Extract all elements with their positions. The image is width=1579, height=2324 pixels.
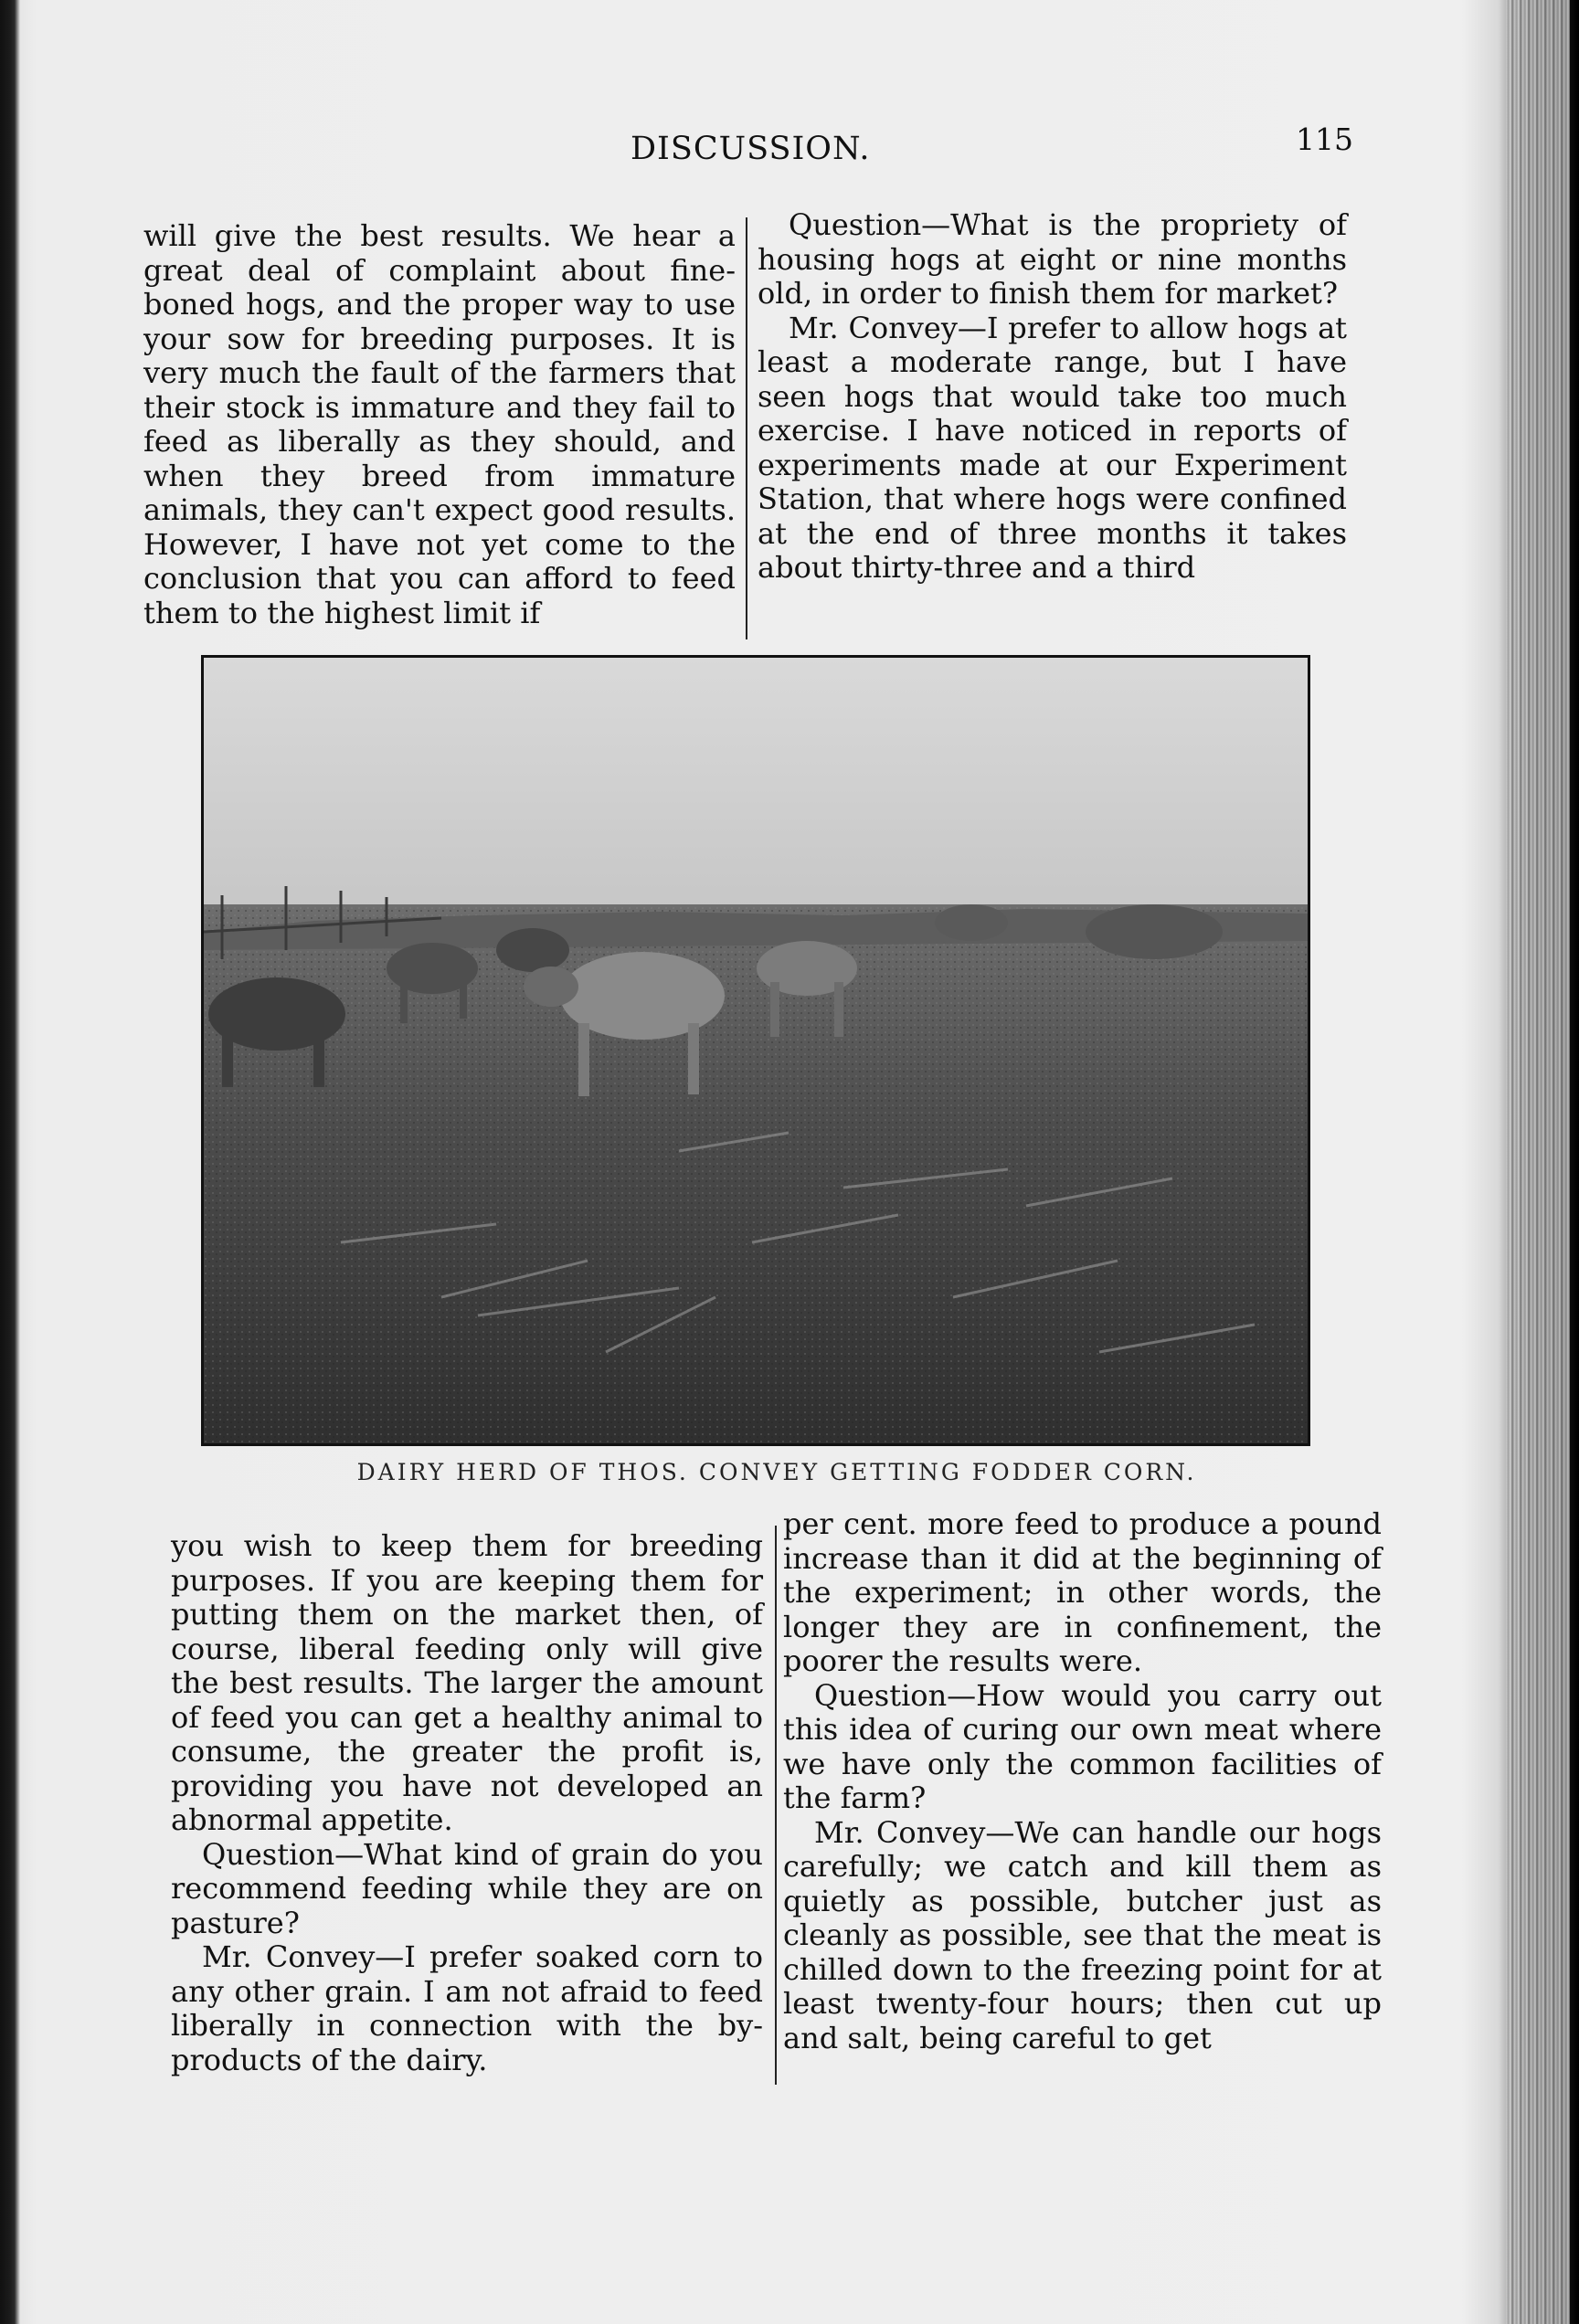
paragraph: Question—What is the propriety of housing hogs at eight or nine months old, in order to finish them for market? [758, 207, 1347, 311]
paragraph: Question—What kind of grain do you recommend feeding while they are on pasture? [171, 1836, 763, 1940]
paragraph: will give the best results. We hear a great deal of complaint about fine-boned hogs, and the proper way to use your sow for breeding purposes. It is very much the fault of the farmers that their stock is immature and they fail to feed as liberally as they should, and when they breed from immature animals, they can't expect good results. However, I have not yet come to the conclusion that you can afford to feed them to the highest limit if [143, 218, 736, 630]
running-head: DISCUSSION. [631, 131, 871, 167]
bottom-right-column [783, 1507, 1382, 2055]
paragraph: Question—How would you carry out this idea of curing our own meat where we have only the common facilities of the farm? [783, 1677, 1382, 1815]
paragraph: you wish to keep them for breeding purposes. If you are keeping them for putting them on the market then, of course, liberal feeding only will give the best results. The larger the amount of feed you can get a healthy animal to consume, the greater the profit is, providing you have not developed an abnormal appetite. [171, 1528, 763, 1837]
paragraph: Mr. Convey—I prefer soaked corn to any other grain. I am not afraid to feed liberally in connection with the by-products of the dairy. [171, 1939, 763, 2077]
column-rule [775, 1526, 777, 2085]
column-rule [746, 217, 747, 639]
paragraph: Mr. Convey—I prefer to allow hogs at least a moderate range, but I have seen hogs that would take too much exercise. I have noticed in reports of experiments made at our Experiment Station, that where hogs were confined at the end of three months it takes about thirty-three and a third [758, 310, 1347, 585]
paragraph: per cent. more feed to produce a pound increase than it did at the beginning of the experiment; in other words, the longer they are in confinement, the poorer the results were. [783, 1506, 1382, 1678]
page-edges [1506, 0, 1570, 2324]
ground-texture [204, 904, 1308, 1443]
dairy-herd-photo [201, 655, 1310, 1446]
paragraph: Mr. Convey—We can handle our hogs carefully; we catch and kill them as quietly as possible, butcher just as cleanly as possible, see that the meat is chilled down to the freezing point for at least twenty-four hours; then cut up and salt, being careful to get [783, 1814, 1382, 2055]
photo-caption: DAIRY HERD OF THOS. CONVEY GETTING FODDER CORN. [356, 1459, 1197, 1485]
sky [204, 658, 1308, 923]
top-left-column [143, 219, 736, 630]
bottom-left-column [171, 1529, 763, 2077]
photo-illustration [204, 658, 1308, 1443]
page-number: 115 [1296, 121, 1353, 157]
top-right-column [758, 208, 1347, 586]
